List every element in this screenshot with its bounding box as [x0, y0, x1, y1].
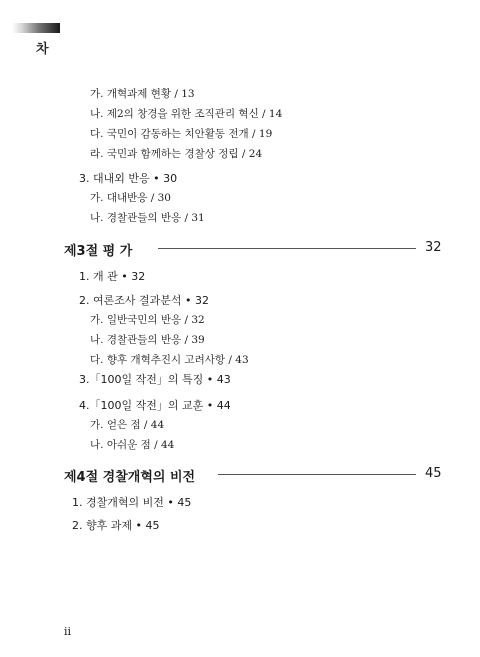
page-number: ii — [64, 625, 72, 638]
toc-item: 다. 향후 개혁추진시 고려사항 / 43 — [90, 354, 249, 366]
toc-item: 3. 대내외 반응 • 30 — [79, 172, 178, 185]
toc-item: 나. 경찰관들의 반응 / 39 — [90, 334, 205, 346]
toc-item: 나. 아쉬운 점 / 44 — [90, 439, 175, 451]
section-title: 제4절 경찰개혁의 비전 — [64, 470, 196, 485]
toc-item: 가. 일반국민의 반응 / 32 — [90, 314, 205, 326]
toc-item: 1. 개 관 • 32 — [79, 270, 146, 283]
toc-item: 라. 국민과 함께하는 경찰상 정립 / 24 — [90, 148, 263, 160]
toc-item: 가. 대내반응 / 30 — [90, 192, 171, 204]
leader-rule — [218, 474, 416, 475]
toc-item: 나. 제2의 창경을 위한 조직관리 혁신 / 14 — [90, 108, 283, 120]
toc-item: 2. 여론조사 결과분석 • 32 — [79, 294, 209, 307]
leader-rule — [158, 248, 416, 249]
header-gradient-bar — [12, 23, 60, 33]
toc-item: 다. 국민이 감동하는 치안활동 전개 / 19 — [90, 128, 273, 140]
toc-item: 3.「100일 작전」의 특징 • 43 — [79, 373, 231, 386]
toc-item: 4.「100일 작전」의 교훈 • 44 — [79, 399, 231, 412]
header-title: 차 — [36, 42, 49, 57]
toc-item: 2. 향후 과제 • 45 — [72, 519, 160, 532]
toc-item: 가. 얻은 점 / 44 — [90, 419, 165, 431]
toc-item: 1. 경찰개혁의 비전 • 45 — [72, 496, 192, 509]
toc-item: 나. 경찰관들의 반응 / 31 — [90, 212, 205, 224]
section-page: 32 — [425, 240, 442, 255]
section-page: 45 — [425, 466, 442, 481]
section-title: 제3절 평 가 — [64, 244, 133, 259]
toc-item: 가. 개혁과제 현황 / 13 — [90, 88, 195, 100]
